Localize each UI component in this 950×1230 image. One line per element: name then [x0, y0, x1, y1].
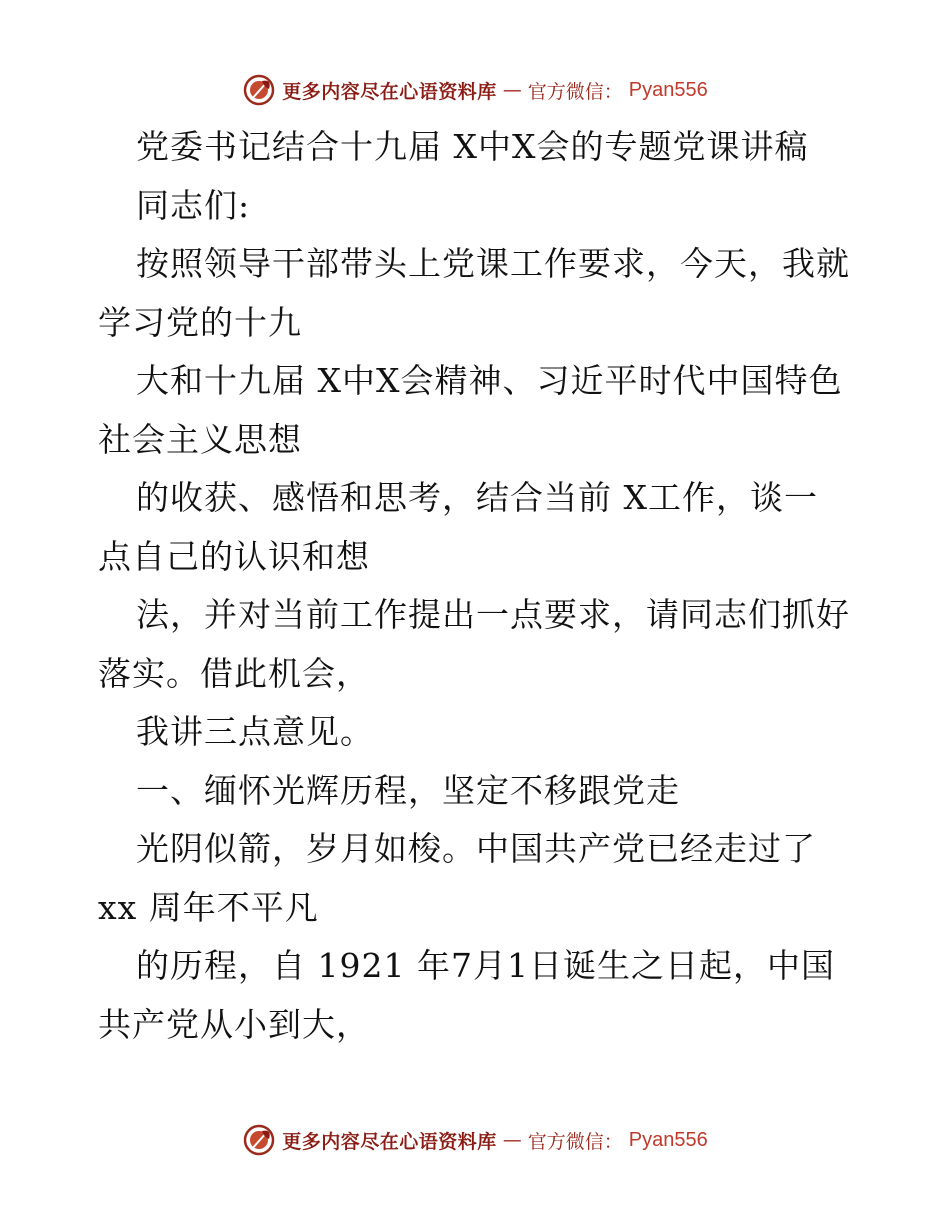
document-title: 党委书记结合十九届 X中X会的专题党课讲稿 [136, 127, 809, 166]
text-line: 学习党的十九 [98, 302, 302, 342]
watermark-main-text: 更多内容尽在心语资料库 [282, 1130, 497, 1153]
watermark-main-text: 更多内容尽在心语资料库 [282, 80, 497, 103]
text-line: 按照领导干部带头上党课工作要求，今天，我就 [136, 244, 850, 283]
watermark-wechat-id: Pyan556 [628, 78, 708, 101]
watermark-sub-text: 官方微信： [527, 80, 623, 103]
text-line: xx 周年不平凡 [98, 887, 319, 927]
text-line: 我讲三点意见。 [136, 712, 374, 751]
text-line: 点自己的认识和想 [98, 536, 370, 576]
section-heading: 一、缅怀光辉历程，坚定不移跟党走 [136, 770, 680, 810]
watermark-banner-top [0, 70, 950, 110]
text-line: 大和十九届 X中X会精神、习近平时代中国特色 [136, 361, 843, 400]
watermark-dash: — [502, 79, 522, 101]
text-line: 法，并对当前工作提出一点要求，请同志们抓好 [136, 595, 850, 634]
text-line: 落实。借此机会， [98, 653, 370, 693]
watermark-dash: — [502, 1129, 522, 1151]
text-line: 的收获、感悟和思考，结合当前 X工作，谈一 [136, 478, 818, 517]
feather-logo-icon [242, 73, 276, 107]
document-body [98, 118, 858, 1054]
watermark-wechat-id: Pyan556 [628, 1128, 708, 1151]
watermark-banner-bottom [0, 1120, 950, 1160]
watermark-sub-text: 官方微信： [527, 1130, 623, 1153]
text-line: 社会主义思想 [98, 419, 302, 459]
text-line: 光阴似箭，岁月如梭。中国共产党已经走过了 [136, 829, 816, 868]
feather-logo-icon [242, 1123, 276, 1157]
text-line: 共产党从小到大， [98, 1004, 370, 1044]
text-line: 同志们: [136, 185, 251, 225]
text-line: 的历程，自 1921 年7月1日诞生之日起，中国 [136, 946, 835, 985]
